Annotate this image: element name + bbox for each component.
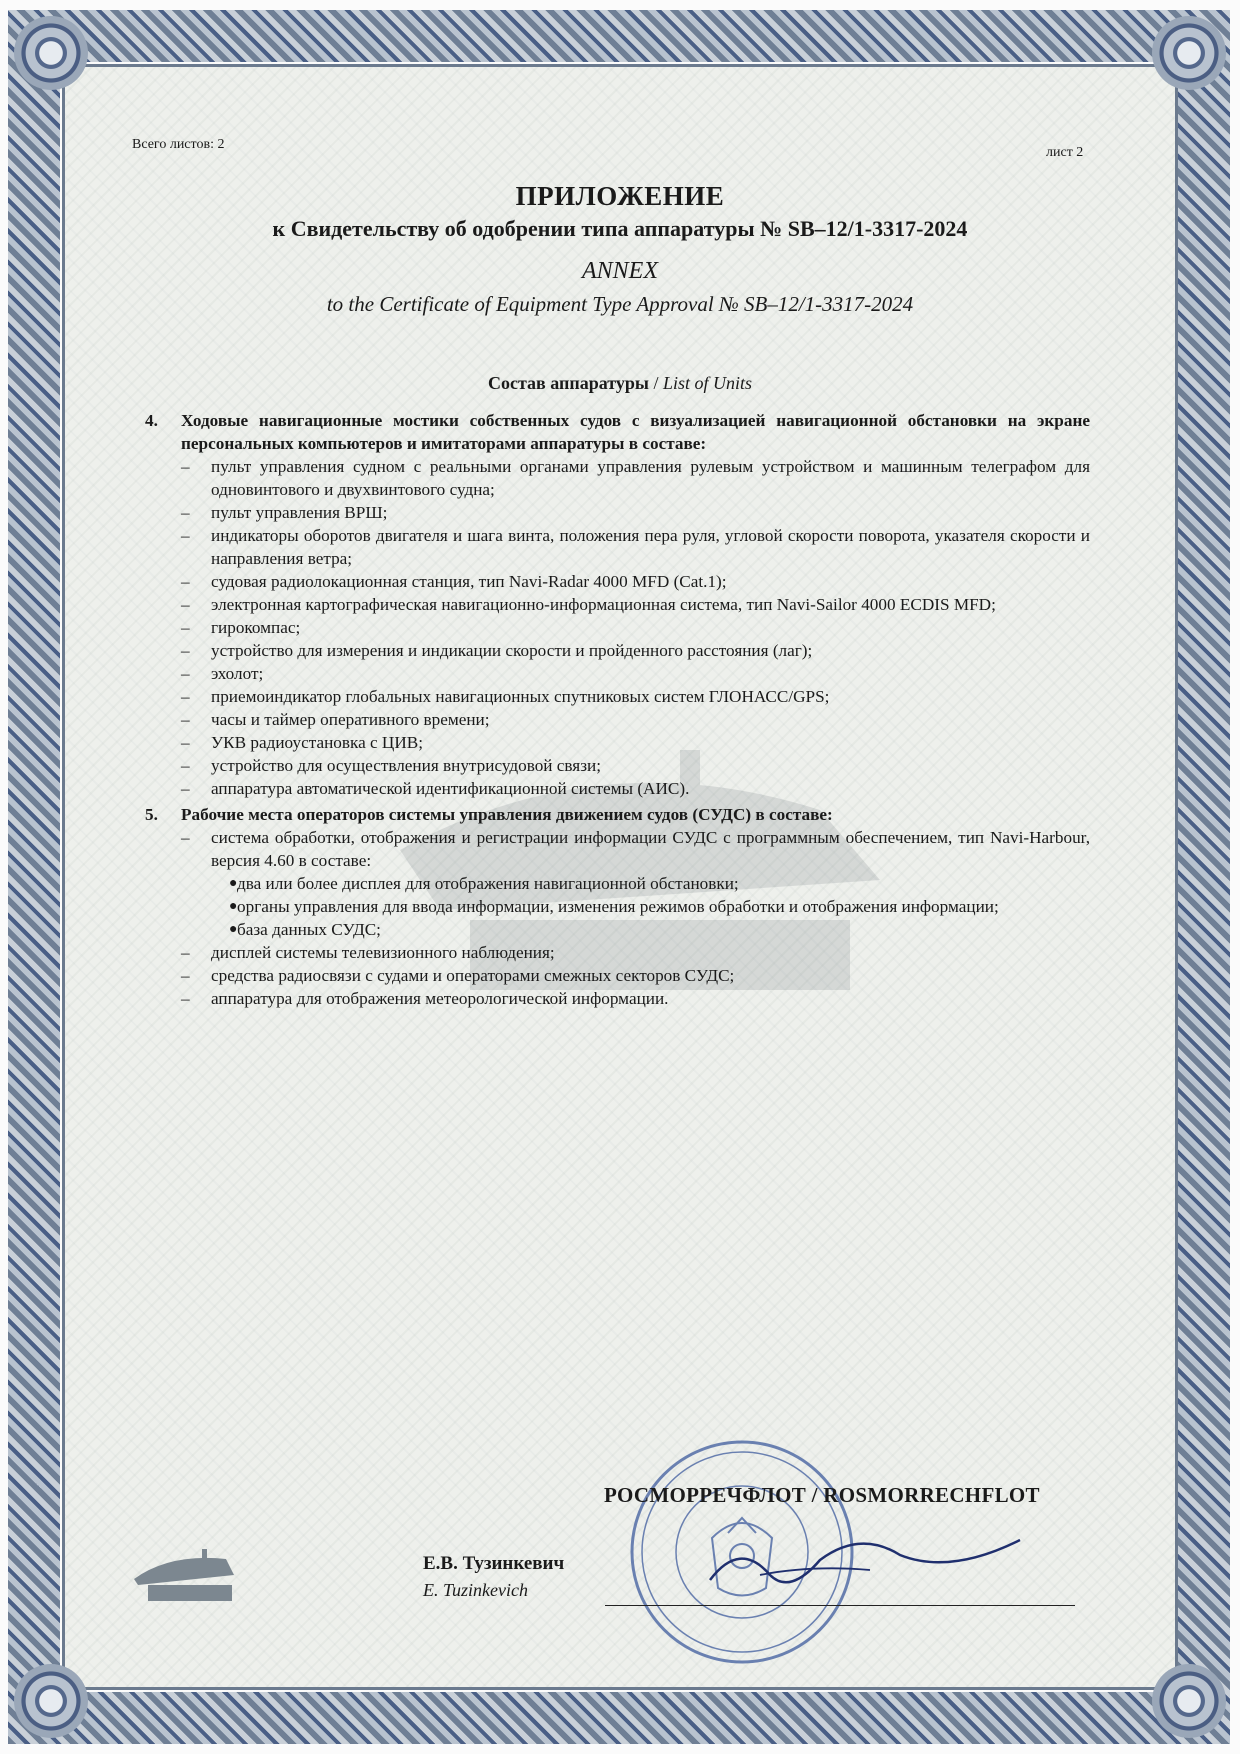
subtitle-ru: к Свидетельству об одобрении типа аппаратуры № SB–12/1-3317-2024 xyxy=(272,216,968,241)
entry-text: электронная картографическая навигационно-информационная система, тип Navi-Sailor 4000 ECDIS MFD; xyxy=(211,595,996,614)
entry-text: дисплей системы телевизионного наблюдения; xyxy=(211,943,555,962)
list-entry: – средства радиосвязи с судами и операторами смежных секторов СУДС; xyxy=(181,966,735,985)
corner-ornament-top-right xyxy=(1152,16,1226,90)
list-entry: – УКВ радиоустановка с ЦИВ; xyxy=(181,733,423,752)
units-list xyxy=(145,409,1090,1010)
entry-text: аппаратура для отображения метеорологической информации. xyxy=(211,989,669,1008)
total-sheets: Всего листов: 2 xyxy=(132,137,225,152)
list-entry: – система обработки, отображения и регистрации информации СУДС с программным обеспечением, тип Navi-Harbour, версия 4.60 в составе: xyxy=(181,828,1090,870)
signer-name-en: E. Tuzinkevich xyxy=(423,1580,528,1600)
bullet-entry: ● органы управления для ввода информации, изменения режимов обработки и отображения информации; xyxy=(229,897,999,916)
list-entry: – приемоиндикатор глобальных навигационных спутниковых систем ГЛОНАСС/GPS; xyxy=(181,687,830,706)
bullet-text: два или более дисплея для отображения навигационной обстановки; xyxy=(237,874,739,893)
item-heading: Рабочие места операторов системы управления движением судов (СУДС) в составе: xyxy=(181,805,833,824)
entry-text: эхолот; xyxy=(211,664,264,683)
list-entry: – аппаратура автоматической идентификационной системы (АИС). xyxy=(181,779,690,798)
entry-text: система обработки, отображения и регистрации информации СУДС с программным обеспечением, тип Navi-Harbour, версия 4.60 в составе: xyxy=(211,828,1090,870)
list-entry: – часы и таймер оперативного времени; xyxy=(181,710,490,729)
entry-text: часы и таймер оперативного времени; xyxy=(211,710,490,729)
list-entry: – устройство для измерения и индикации скорости и пройденного расстояния (лаг); xyxy=(181,641,813,660)
entry-text: устройство для измерения и индикации скорости и пройденного расстояния (лаг); xyxy=(211,641,813,660)
entry-text: гирокомпас; xyxy=(211,618,301,637)
entry-text: устройство для осуществления внутрисудовой связи; xyxy=(211,756,601,775)
list-entry: – дисплей системы телевизионного наблюдения; xyxy=(181,943,555,962)
list-entry: – электронная картографическая навигационно-информационная система, тип Navi-Sailor 4000 ECDIS MFD; xyxy=(181,595,996,614)
sheet-number: лист 2 xyxy=(1046,145,1084,160)
subtitle-en: to the Certificate of Equipment Type Approval № SB–12/1-3317-2024 xyxy=(326,292,914,316)
entry-text: индикаторы оборотов двигателя и шага винта, положения пера руля, угловой скорости поворота, указателя скорости и направления ветра; xyxy=(211,526,1090,568)
list-entry: – судовая радиолокационная станция, тип Navi-Radar 4000 MFD (Cat.1); xyxy=(181,572,727,591)
section-heading xyxy=(0,373,1240,394)
signer-name-ru: Е.В. Тузинкевич xyxy=(423,1553,565,1574)
entry-text: судовая радиолокационная станция, тип Navi-Radar 4000 MFD (Cat.1); xyxy=(211,572,727,591)
entry-text: аппаратура автоматической идентификационной системы (АИС). xyxy=(211,779,690,798)
entry-text: средства радиосвязи с судами и операторами смежных секторов СУДС; xyxy=(211,966,735,985)
corner-ornament-top-left xyxy=(14,16,88,90)
title-ru: ПРИЛОЖЕНИЕ xyxy=(515,181,725,211)
list-entry: – аппаратура для отображения метеорологической информации. xyxy=(181,989,669,1008)
morflot-logo xyxy=(130,1545,242,1605)
list-item-4 xyxy=(145,409,1090,455)
entry-text: пульт управления ВРШ; xyxy=(211,503,388,522)
item-number: 4. xyxy=(145,411,158,430)
entry-text: УКВ радиоустановка с ЦИВ; xyxy=(211,733,423,752)
list-entry: – гирокомпас; xyxy=(181,618,301,637)
list-item-5 xyxy=(145,803,1090,826)
handwritten-signature xyxy=(700,1520,1030,1600)
list-entry: – пульт управления судном с реальными органами управления рулевым устройством и машинным телеграфом для одновинтового и двухвинтового судна; xyxy=(181,457,1090,499)
list-entry: – эхолот; xyxy=(181,664,264,683)
section-heading-separator: / xyxy=(648,373,663,393)
corner-ornament-bottom-right xyxy=(1152,1664,1226,1738)
organization-name: РОСМОРРЕЧФЛОТ / ROSMORRECHFLOT xyxy=(604,1483,1040,1507)
bullet-entry: ● база данных СУДС; xyxy=(229,920,381,939)
item-number: 5. xyxy=(145,805,158,824)
bullet-entry: ● два или более дисплея для отображения навигационной обстановки; xyxy=(229,874,739,893)
entry-text: пульт управления судном с реальными органами управления рулевым устройством и машинным телеграфом для одновинтового и двухвинтового судна; xyxy=(211,457,1090,499)
list-entry: – устройство для осуществления внутрисудовой связи; xyxy=(181,756,601,775)
section-heading-en: List of Units xyxy=(662,373,753,393)
bullet-text: база данных СУДС; xyxy=(237,920,381,939)
list-entry: – пульт управления ВРШ; xyxy=(181,503,388,522)
bullet-text: органы управления для ввода информации, изменения режимов обработки и отображения информации; xyxy=(237,897,999,916)
section-heading-ru: Состав аппаратуры xyxy=(487,373,649,393)
list-entry: – индикаторы оборотов двигателя и шага винта, положения пера руля, угловой скорости поворота, указателя скорости и направления ветра; xyxy=(181,526,1090,568)
entry-text: приемоиндикатор глобальных навигационных спутниковых систем ГЛОНАСС/GPS; xyxy=(211,687,830,706)
corner-ornament-bottom-left xyxy=(14,1664,88,1738)
title-en: ANNEX xyxy=(582,258,658,284)
signature-line xyxy=(605,1605,1075,1606)
item-heading: Ходовые навигационные мостики собственных судов с визуализацией навигационной обстановки на экране персональных компьютеров и имитаторами аппаратуры в составе: xyxy=(181,411,1090,453)
